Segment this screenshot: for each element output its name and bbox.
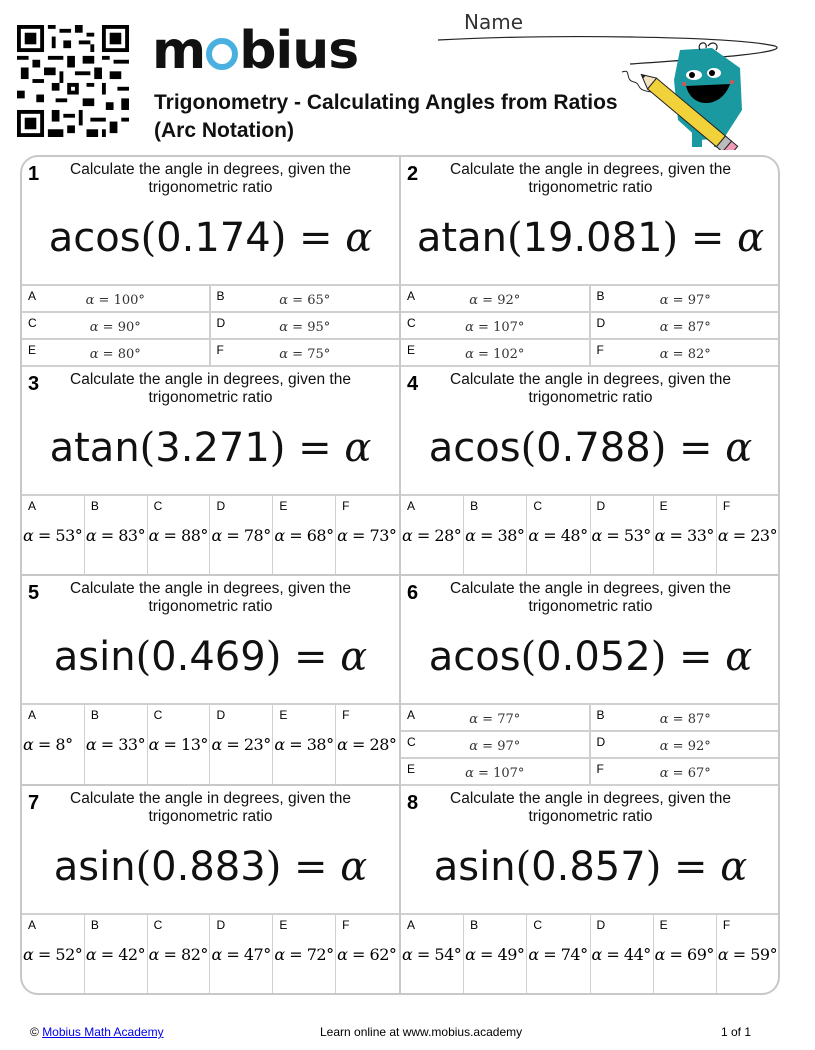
option-letter: C bbox=[407, 735, 416, 749]
option-letter: A bbox=[28, 289, 37, 303]
option-value: α = 95° bbox=[279, 320, 331, 335]
logo-o-icon bbox=[206, 38, 238, 70]
answer-option-f[interactable] bbox=[717, 496, 780, 575]
answer-option-e[interactable] bbox=[273, 496, 336, 575]
mascot-pencil-icon bbox=[612, 40, 752, 150]
answer-option-b[interactable] bbox=[85, 915, 148, 996]
answer-option-b[interactable] bbox=[85, 705, 148, 784]
answer-option-d[interactable] bbox=[210, 496, 273, 575]
answer-option-b[interactable] bbox=[464, 915, 527, 996]
option-value: α = 74° bbox=[528, 944, 588, 964]
option-letter: A bbox=[28, 708, 37, 722]
option-value: α = 8° bbox=[23, 735, 73, 754]
option-letter: B bbox=[90, 917, 99, 932]
option-letter: B bbox=[470, 917, 479, 932]
mobius-academy-link[interactable]: Mobius Math Academy bbox=[42, 1025, 164, 1039]
option-letter: F bbox=[342, 708, 350, 722]
option-letter: B bbox=[90, 708, 99, 722]
problem-number: 2 bbox=[407, 163, 419, 185]
problem-number: 8 bbox=[407, 791, 419, 814]
option-value: α = 33° bbox=[654, 525, 714, 545]
option-value: α = 97° bbox=[469, 739, 521, 754]
option-letter: D bbox=[216, 498, 226, 513]
problem-number: 4 bbox=[407, 372, 419, 395]
problem-instruction: Calculate the angle in degrees, given the trigonometric ratio bbox=[70, 161, 351, 196]
option-value: α = 13° bbox=[148, 735, 208, 754]
option-value: α = 38° bbox=[465, 525, 525, 545]
option-value: α = 48° bbox=[528, 525, 588, 545]
answer-option-c[interactable] bbox=[148, 705, 211, 784]
answer-option-c[interactable] bbox=[148, 915, 211, 996]
answer-option-a[interactable] bbox=[22, 286, 211, 313]
problem-3 bbox=[22, 367, 401, 577]
option-letter: F bbox=[342, 498, 350, 513]
problem-7 bbox=[22, 786, 401, 996]
option-value: α = 33° bbox=[85, 735, 146, 754]
option-letter: C bbox=[153, 708, 163, 722]
problem-number: 6 bbox=[407, 582, 419, 604]
option-value: α = 68° bbox=[274, 525, 334, 545]
option-value: α = 90° bbox=[89, 320, 141, 335]
option-letter: E bbox=[659, 917, 668, 932]
problem-instruction: Calculate the angle in degrees, given the trigonometric ratio bbox=[450, 789, 731, 825]
option-letter: B bbox=[596, 708, 605, 722]
answer-option-d[interactable] bbox=[591, 313, 781, 340]
option-letter: D bbox=[216, 708, 226, 722]
option-letter: F bbox=[722, 498, 731, 513]
option-letter: D bbox=[216, 917, 226, 932]
answer-option-f[interactable] bbox=[336, 705, 399, 784]
answer-option-f[interactable] bbox=[336, 915, 399, 996]
option-value: α = 53° bbox=[23, 525, 83, 545]
answer-option-f[interactable] bbox=[591, 340, 781, 367]
option-value: α = 69° bbox=[654, 944, 714, 964]
answer-option-b[interactable] bbox=[85, 496, 148, 575]
answer-option-c[interactable] bbox=[527, 496, 590, 575]
answer-option-a[interactable] bbox=[22, 915, 85, 996]
answer-option-f[interactable] bbox=[717, 915, 780, 996]
option-letter: A bbox=[28, 498, 37, 513]
problem-equation: acos(0.052) = α bbox=[428, 634, 753, 680]
option-value: α = 54° bbox=[402, 944, 462, 964]
option-letter: E bbox=[28, 343, 37, 357]
logo-text: m bius bbox=[152, 21, 359, 81]
answer-option-a[interactable] bbox=[22, 705, 85, 784]
problem-equation: atan(3.271) = α bbox=[49, 424, 372, 471]
answer-options bbox=[22, 284, 399, 365]
option-value: α = 47° bbox=[211, 944, 271, 964]
answer-option-a[interactable] bbox=[22, 496, 85, 575]
option-letter: C bbox=[533, 917, 542, 932]
option-value: α = 82° bbox=[148, 944, 208, 964]
name-label: Name bbox=[464, 10, 524, 34]
answer-option-a[interactable] bbox=[401, 286, 591, 313]
answer-option-c[interactable] bbox=[401, 732, 591, 759]
option-letter: A bbox=[407, 289, 416, 303]
option-value: α = 100° bbox=[85, 293, 145, 308]
answer-option-b[interactable] bbox=[591, 286, 781, 313]
option-value: α = 97° bbox=[659, 293, 711, 308]
answer-option-e[interactable] bbox=[401, 340, 591, 367]
option-value: α = 92° bbox=[469, 293, 521, 308]
option-value: α = 72° bbox=[274, 944, 334, 964]
option-letter: E bbox=[279, 917, 288, 932]
answer-option-e[interactable] bbox=[22, 340, 211, 367]
option-value: α = 38° bbox=[274, 735, 334, 754]
option-letter: D bbox=[596, 917, 606, 932]
option-letter: A bbox=[28, 917, 37, 932]
option-value: α = 44° bbox=[591, 944, 651, 964]
option-letter: D bbox=[596, 498, 606, 513]
problem-instruction: Calculate the angle in degrees, given the trigonometric ratio bbox=[70, 789, 351, 825]
option-value: α = 49° bbox=[465, 944, 525, 964]
option-letter: B bbox=[90, 498, 99, 513]
answer-option-f[interactable] bbox=[591, 759, 781, 786]
option-value: α = 87° bbox=[659, 320, 711, 335]
answer-option-a[interactable] bbox=[401, 496, 464, 575]
problem-6 bbox=[401, 576, 780, 786]
problem-instruction: Calculate the angle in degrees, given the trigonometric ratio bbox=[450, 580, 731, 615]
option-value: α = 87° bbox=[659, 712, 711, 727]
option-letter: D bbox=[596, 735, 606, 749]
problem-equation: asin(0.883) = α bbox=[53, 843, 368, 890]
option-value: α = 59° bbox=[717, 944, 778, 964]
problem-4 bbox=[401, 367, 780, 577]
answer-option-d[interactable] bbox=[591, 915, 654, 996]
option-value: α = 77° bbox=[469, 712, 521, 727]
problem-number: 7 bbox=[28, 791, 40, 814]
option-letter: A bbox=[407, 917, 416, 932]
problem-equation: atan(19.081) = α bbox=[416, 215, 765, 261]
option-value: α = 52° bbox=[23, 944, 83, 964]
option-value: α = 28° bbox=[337, 735, 397, 754]
option-value: α = 62° bbox=[337, 944, 397, 964]
answer-option-d[interactable] bbox=[591, 496, 654, 575]
option-letter: C bbox=[533, 498, 542, 513]
option-value: α = 107° bbox=[465, 766, 525, 781]
answer-option-b[interactable] bbox=[591, 705, 781, 732]
option-letter: D bbox=[216, 316, 226, 330]
option-letter: C bbox=[153, 917, 163, 932]
qr-code bbox=[17, 25, 129, 137]
answer-option-b[interactable] bbox=[464, 496, 527, 575]
option-letter: F bbox=[596, 762, 604, 776]
option-value: α = 102° bbox=[465, 347, 525, 362]
problem-grid bbox=[20, 155, 780, 995]
answer-option-c[interactable] bbox=[22, 313, 211, 340]
answer-option-f[interactable] bbox=[211, 340, 400, 367]
problem-instruction: Calculate the angle in degrees, given the trigonometric ratio bbox=[70, 580, 351, 615]
option-value: α = 23° bbox=[211, 735, 271, 754]
answer-option-d[interactable] bbox=[591, 732, 781, 759]
answer-option-a[interactable] bbox=[401, 705, 591, 732]
answer-option-c[interactable] bbox=[527, 915, 590, 996]
option-value: α = 42° bbox=[85, 944, 146, 964]
option-value: α = 78° bbox=[211, 525, 271, 545]
option-letter: D bbox=[596, 316, 606, 330]
option-letter: F bbox=[216, 343, 224, 357]
problem-equation: acos(0.788) = α bbox=[428, 424, 753, 471]
option-letter: F bbox=[342, 917, 350, 932]
option-value: α = 53° bbox=[591, 525, 651, 545]
option-value: α = 67° bbox=[659, 766, 711, 781]
answer-options bbox=[22, 913, 399, 996]
problem-number: 5 bbox=[28, 582, 40, 604]
problem-instruction: Calculate the angle in degrees, given the trigonometric ratio bbox=[450, 370, 731, 406]
option-value: α = 28° bbox=[402, 525, 462, 545]
option-letter: F bbox=[722, 917, 731, 932]
problem-equation: asin(0.857) = α bbox=[433, 843, 748, 890]
problem-instruction: Calculate the angle in degrees, given the trigonometric ratio bbox=[70, 370, 351, 406]
answer-option-e[interactable] bbox=[401, 759, 591, 786]
answer-option-b[interactable] bbox=[211, 286, 400, 313]
option-value: α = 73° bbox=[337, 525, 397, 545]
option-value: α = 88° bbox=[148, 525, 208, 545]
option-letter: F bbox=[596, 343, 604, 357]
answer-option-c[interactable] bbox=[148, 496, 211, 575]
footer-copyright: © Mobius Math Academy bbox=[30, 1025, 164, 1039]
problem-2 bbox=[401, 157, 780, 367]
answer-option-e[interactable] bbox=[654, 496, 717, 575]
option-letter: E bbox=[407, 762, 416, 776]
option-letter: A bbox=[407, 498, 416, 513]
footer-learn-online: Learn online at www.mobius.academy bbox=[320, 1025, 523, 1039]
problem-5 bbox=[22, 576, 401, 786]
worksheet-title: Trigonometry - Calculating Angles from Ratios (Arc Notation) bbox=[154, 91, 618, 142]
answer-options bbox=[401, 913, 780, 996]
option-letter: E bbox=[279, 708, 288, 722]
option-value: α = 80° bbox=[89, 347, 141, 362]
answer-options bbox=[401, 284, 780, 365]
problem-8 bbox=[401, 786, 780, 996]
problem-equation: acos(0.174) = α bbox=[48, 215, 373, 261]
mobius-logo bbox=[152, 21, 359, 81]
page-number: 1 of 1 bbox=[721, 1025, 752, 1039]
answer-option-f[interactable] bbox=[336, 496, 399, 575]
option-value: α = 65° bbox=[279, 293, 331, 308]
option-letter: B bbox=[216, 289, 225, 303]
option-letter: A bbox=[407, 708, 416, 722]
option-letter: E bbox=[407, 343, 416, 357]
answer-option-e[interactable] bbox=[273, 705, 336, 784]
option-value: α = 75° bbox=[279, 347, 331, 362]
answer-options bbox=[401, 703, 780, 784]
option-letter: B bbox=[470, 498, 479, 513]
option-value: α = 23° bbox=[717, 525, 778, 545]
option-letter: C bbox=[28, 316, 37, 330]
answer-option-d[interactable] bbox=[211, 313, 400, 340]
answer-option-e[interactable] bbox=[273, 915, 336, 996]
option-letter: E bbox=[659, 498, 668, 513]
answer-options bbox=[401, 494, 780, 575]
option-value: α = 107° bbox=[465, 320, 525, 335]
problem-number: 1 bbox=[28, 163, 40, 185]
problem-instruction: Calculate the angle in degrees, given the trigonometric ratio bbox=[450, 161, 731, 196]
option-letter: C bbox=[407, 316, 416, 330]
answer-option-d[interactable] bbox=[210, 705, 273, 784]
option-letter: E bbox=[279, 498, 288, 513]
answer-option-d[interactable] bbox=[210, 915, 273, 996]
problem-number: 3 bbox=[28, 372, 40, 395]
option-value: α = 82° bbox=[659, 347, 711, 362]
answer-option-c[interactable] bbox=[401, 313, 591, 340]
answer-option-e[interactable] bbox=[654, 915, 717, 996]
option-value: α = 83° bbox=[85, 525, 146, 545]
problem-1 bbox=[22, 157, 401, 367]
problem-equation: asin(0.469) = α bbox=[53, 634, 368, 680]
answer-options bbox=[22, 494, 399, 575]
option-letter: B bbox=[596, 289, 605, 303]
footer bbox=[0, 1025, 815, 1041]
answer-option-a[interactable] bbox=[401, 915, 464, 996]
option-value: α = 92° bbox=[659, 739, 711, 754]
answer-options bbox=[22, 703, 399, 784]
option-letter: C bbox=[153, 498, 163, 513]
